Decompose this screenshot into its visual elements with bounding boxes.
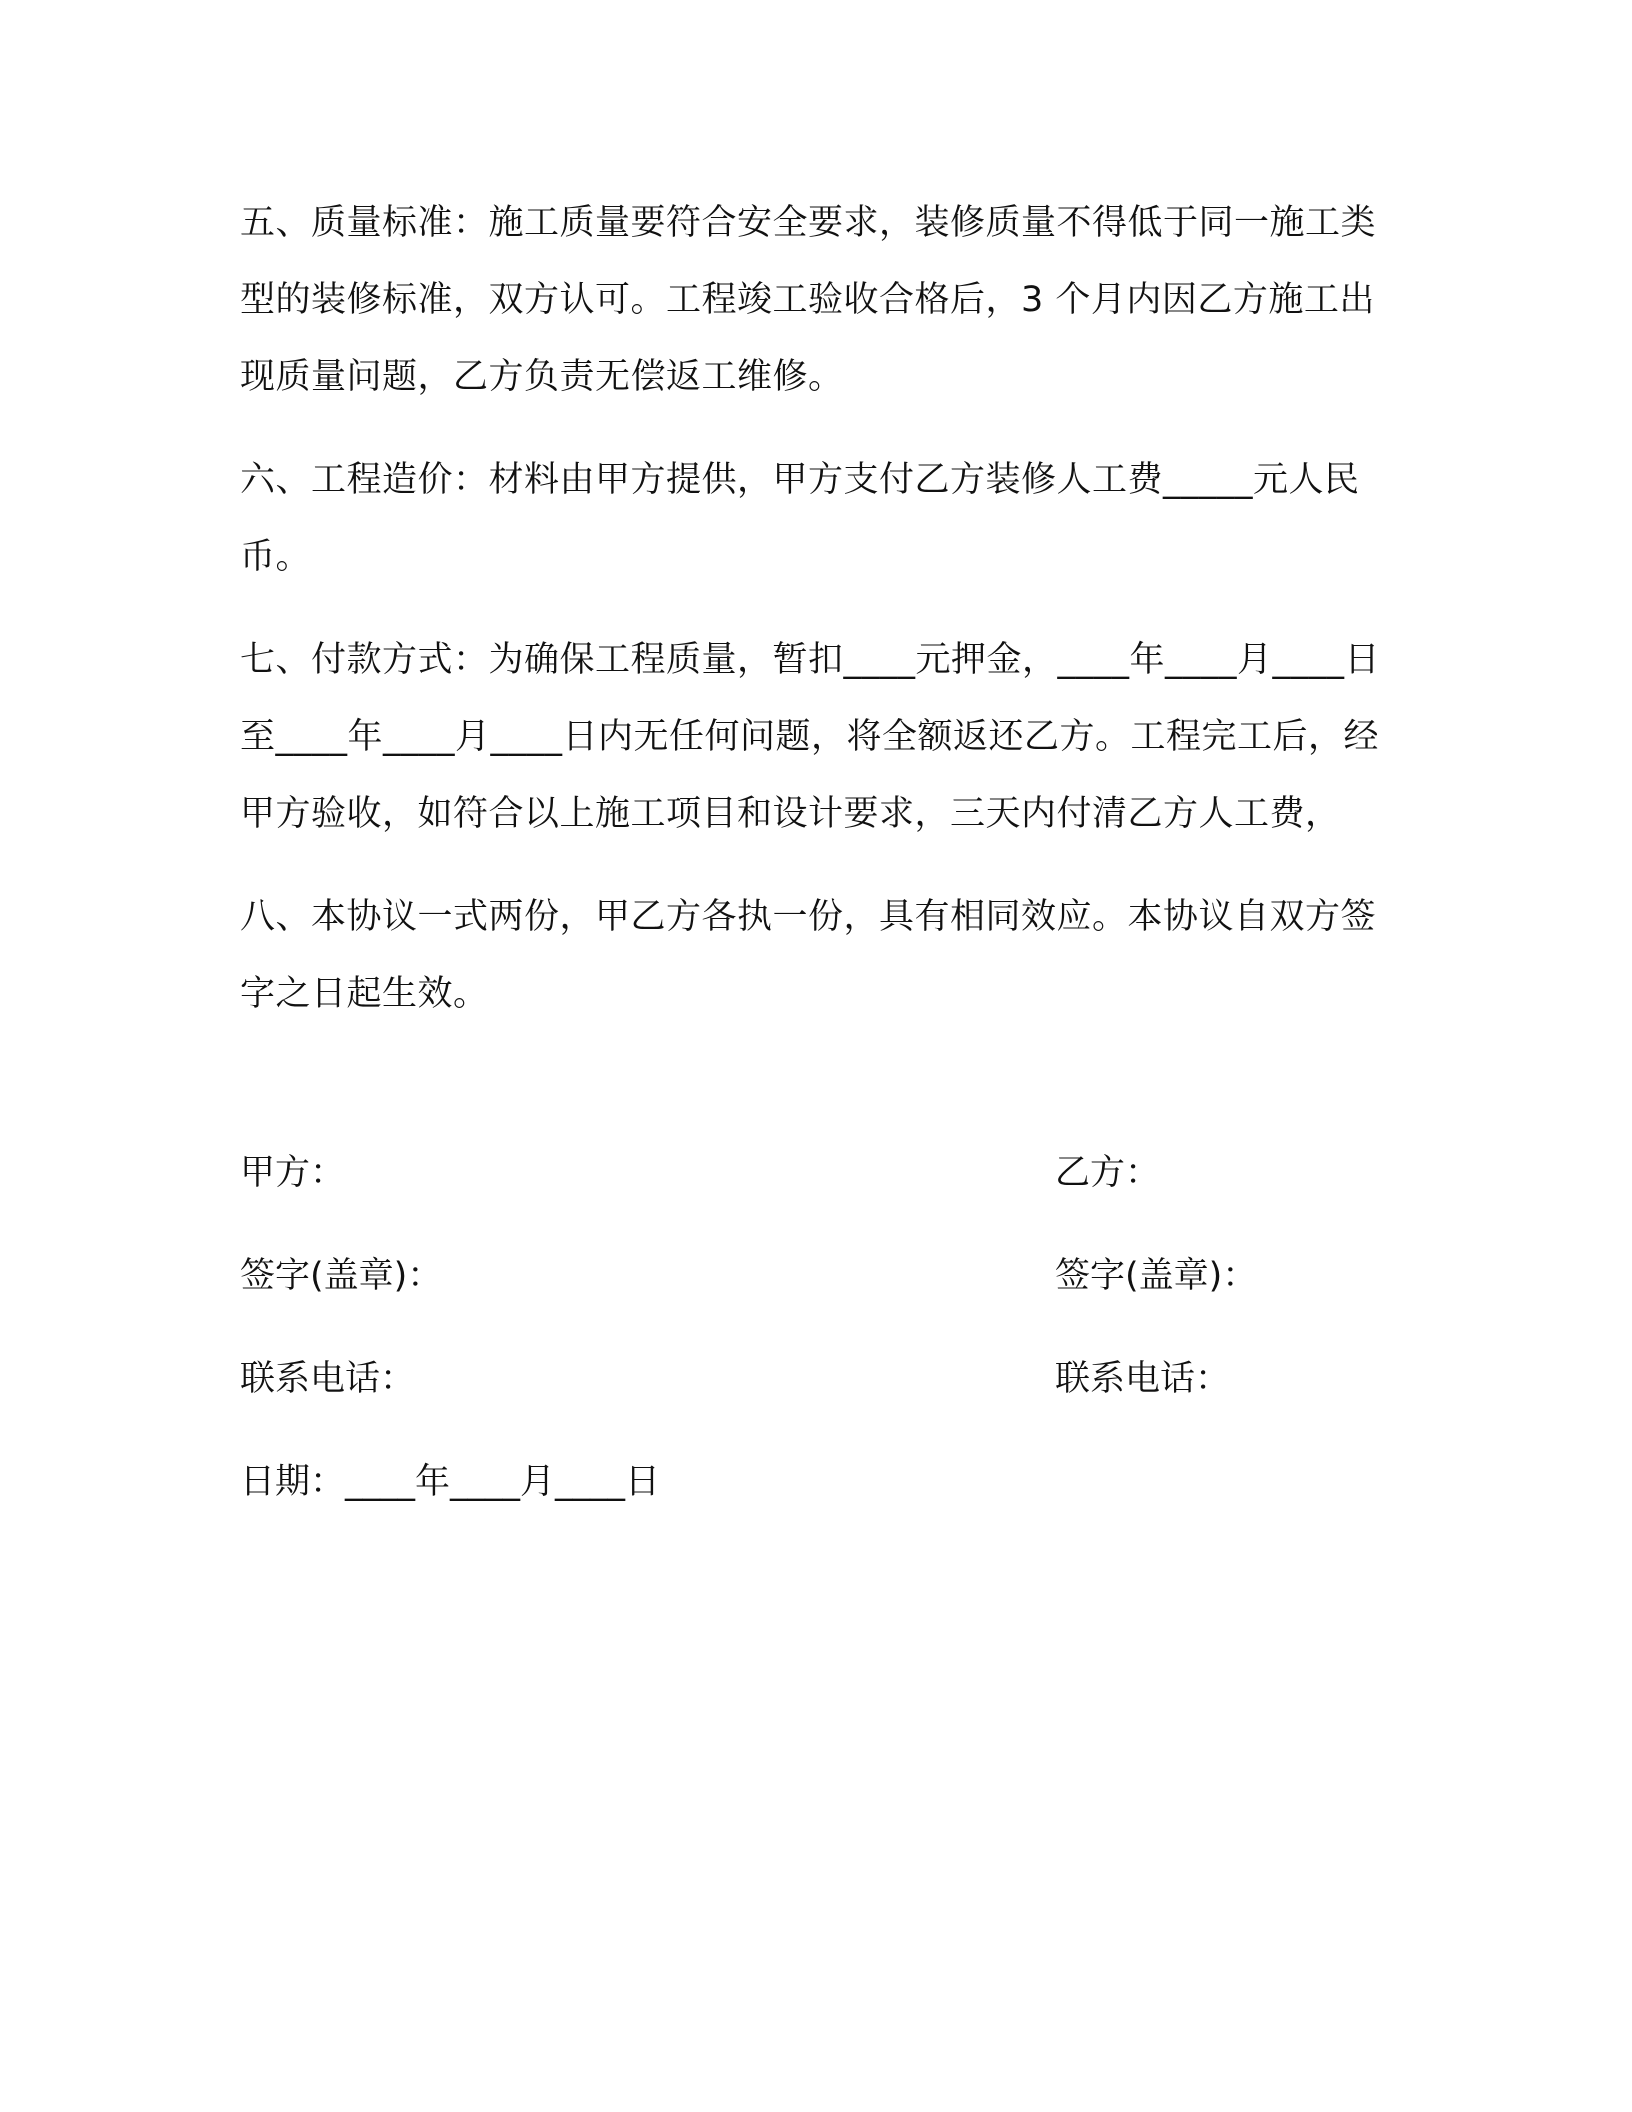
phone-row — [240, 1341, 1390, 1444]
clause-quality-standard: 五、质量标准：施工质量要符合安全要求，装修质量不得低于同一施工类型的装修标准，双方认可。工程竣工验收合格后，3 个月内因乙方施工出现质量问题，乙方负责无偿返工维修。 — [240, 203, 1377, 397]
date-label: 日期：____年____月____日 — [240, 1462, 661, 1502]
signature-section — [240, 1135, 1390, 1547]
party-a-signature-label: 签字(盖章)： — [240, 1256, 443, 1296]
clause-project-cost: 六、工程造价：材料由甲方提供，甲方支付乙方装修人工费_____元人民币。 — [240, 460, 1360, 577]
date-row — [240, 1444, 1390, 1547]
party-a-label: 甲方： — [240, 1153, 346, 1193]
party-b-label: 乙方： — [1055, 1153, 1161, 1193]
contract-clauses — [240, 185, 1390, 1059]
party-a-phone-label: 联系电话： — [240, 1359, 416, 1399]
clause-agreement-copies: 八、本协议一式两份，甲乙方各执一份，具有相同效应。本协议自双方签字之日起生效。 — [240, 897, 1377, 1014]
signature-row — [240, 1238, 1390, 1341]
party-b-phone-label: 联系电话： — [1055, 1359, 1231, 1399]
party-b-signature-label: 签字(盖章)： — [1055, 1256, 1258, 1296]
clause-payment-method: 七、付款方式：为确保工程质量，暂扣____元押金，____年____月____日至____年____月____日内无任何问题，将全额返还乙方。工程完工后，经甲方验收，如符合以上施工项目和设计要求，三天内付清乙方人工费， — [240, 640, 1381, 834]
party-row — [240, 1135, 1390, 1238]
